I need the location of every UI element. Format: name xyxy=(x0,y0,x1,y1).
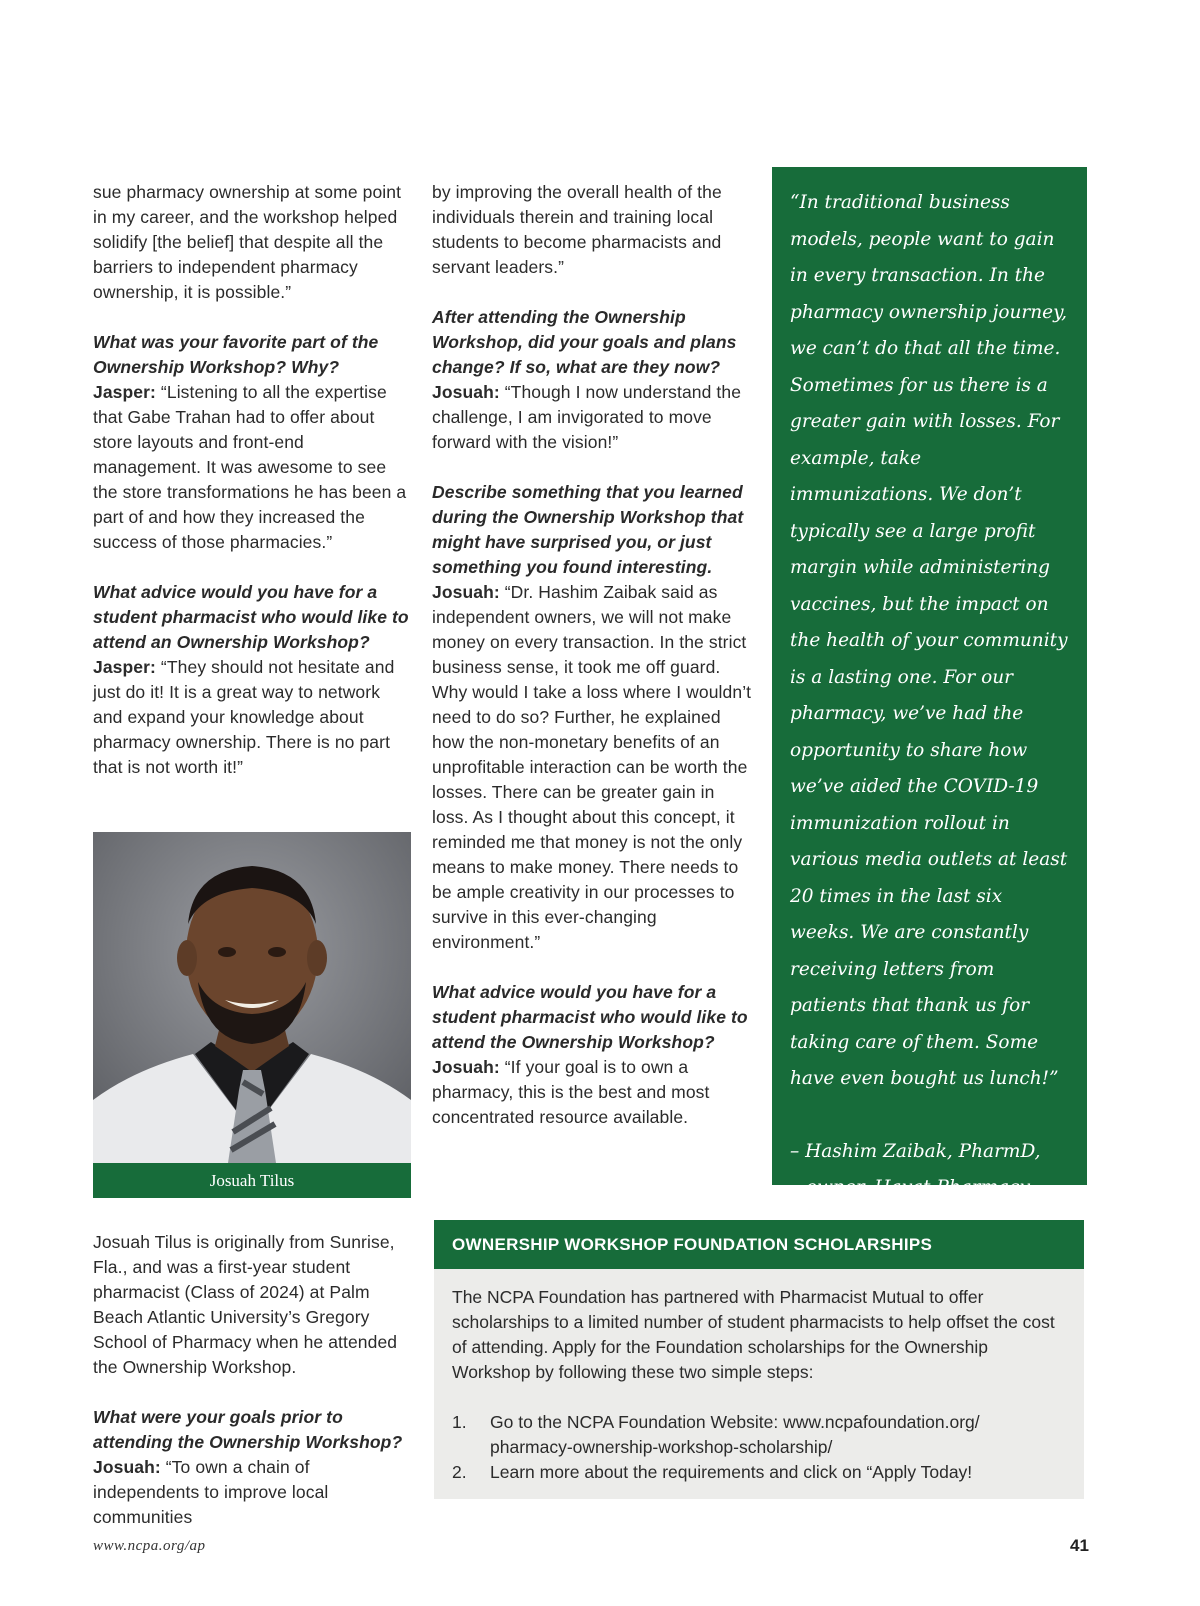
scholarship-intro: The NCPA Foundation has partnered with Pharmacist Mutual to offer scholarships to a limited number of student pharmacists to help offset the cost of attending. Apply for the Foundation scholarships for the Ownership Workshop by following these two simple steps: xyxy=(452,1287,1055,1382)
speaker-name: Josuah: xyxy=(432,1057,500,1077)
answer-text: “They should not hesitate and just do it! It is a great way to network and expand your knowledge about pharmacy ownership. There is no part that is not worth it!” xyxy=(93,657,395,777)
interview-question: What advice would you have for a student pharmacist who would like to attend an Ownership Workshop? xyxy=(93,582,409,652)
left-column-bottom xyxy=(93,1230,413,1530)
body-paragraph: by improving the overall health of the individuals therein and training local students to become pharmacists and servant leaders.” xyxy=(432,182,722,277)
left-column-top xyxy=(93,180,413,780)
middle-column xyxy=(432,180,754,1130)
speaker-name: Josuah: xyxy=(432,582,500,602)
footer-url: www.ncpa.org/ap xyxy=(93,1538,206,1554)
speaker-name: Jasper: xyxy=(93,382,156,402)
speaker-name: Jasper: xyxy=(93,657,156,677)
interview-answer xyxy=(93,1455,413,1530)
pull-quote-box xyxy=(772,167,1087,1198)
interview-answer xyxy=(432,380,754,455)
scholarship-body xyxy=(434,1269,1084,1485)
step-number: 1. xyxy=(452,1412,467,1432)
step-text: Go to the NCPA Foundation Website: www.ncpafoundation.org/ pharmacy-ownership-workshop-scholarship/ xyxy=(490,1412,980,1457)
answer-text: “Though I now understand the challenge, I am invigorated to move forward with the vision!” xyxy=(432,382,742,452)
portrait-photo xyxy=(93,832,411,1163)
bio-paragraph: Josuah Tilus is originally from Sunrise, Fla., and was a first-year student pharmacist (Class of 2024) at Palm Beach Atlantic University’s Gregory School of Pharmacy when he attended the Ownership Workshop. xyxy=(93,1232,398,1377)
scholarship-step xyxy=(452,1460,1066,1485)
page-number: 41 xyxy=(1070,1536,1089,1555)
interview-answer xyxy=(432,580,754,955)
interview-question: After attending the Ownership Workshop, did your goals and plans change? If so, what are they now? xyxy=(432,307,737,377)
interview-question: What was your favorite part of the Ownership Workshop? Why? xyxy=(93,332,379,377)
body-paragraph: sue pharmacy ownership at some point in my career, and the workshop helped solidify [the belief] that despite all the barriers to independent pharmacy ownership, it is possible.” xyxy=(93,182,402,302)
scholarship-heading: OWNERSHIP WORKSHOP FOUNDATION SCHOLARSHIPS xyxy=(434,1220,1084,1269)
step-number: 2. xyxy=(452,1462,467,1482)
interview-answer xyxy=(93,380,413,555)
attribution-name: – Hashim Zaibak, PharmD, xyxy=(790,1140,1041,1162)
scholarship-sidebar xyxy=(434,1220,1084,1499)
answer-text: “To own a chain of independents to improve local communities xyxy=(93,1457,329,1527)
interview-answer xyxy=(432,1055,754,1130)
speaker-name: Josuah: xyxy=(432,382,500,402)
interview-question: What were your goals prior to attending the Ownership Workshop? xyxy=(93,1407,403,1452)
answer-text: “Dr. Hashim Zaibak said as independent owners, we will not make money on every transaction. In the strict business sense, it took me off guard. Why would I take a loss where I wouldn’t need to do so? Further, he explained how the non-monetary benefits of an unprofitable interaction can be worth the losses. There can be greater gain in loss. As I thought about this concept, it reminded me that money is not the only means to make money. There needs to be ample creativity in our processes to survive in this ever-changing environment.” xyxy=(432,582,752,952)
pull-quote-attribution xyxy=(790,1134,1069,1207)
portrait-figure xyxy=(93,832,411,1198)
interview-question: What advice would you have for a student pharmacist who would like to attend the Ownership Workshop? xyxy=(432,982,748,1052)
pull-quote-text: “In traditional business models, people want to gain in every transaction. In the pharmacy ownership journey, we can’t do that all the time. Sometimes for us there is a greater gain with losses. For example, take immunizations. We don’t typically see a large profit margin while administering vaccines, but the impact on the health of your community is a lasting one. For our pharmacy, we’ve had the opportunity to share how we’ve aided the COVID-19 immunization rollout in various media outlets at least 20 times in the last six weeks. We are constantly receiving letters from patients that thank us for taking care of them. Some have even bought us lunch!” xyxy=(790,192,1068,1089)
scholarship-step xyxy=(452,1410,1066,1460)
scholarship-steps xyxy=(452,1410,1066,1485)
interview-question: Describe something that you learned during the Ownership Workshop that might have surprised you, or just something you found interesting. xyxy=(432,482,744,577)
answer-text: “Listening to all the expertise that Gabe Trahan had to offer about store layouts and front-end management. It was awesome to see the store transformations he has been a part of and how they increased the success of those pharmacies.” xyxy=(93,382,407,552)
portrait-illustration xyxy=(93,832,411,1163)
step-text: Learn more about the requirements and click on “Apply Today! xyxy=(490,1462,973,1482)
photo-caption: Josuah Tilus xyxy=(93,1163,411,1198)
attribution-title: owner, Hayat Pharmacy xyxy=(806,1177,1030,1198)
interview-answer xyxy=(93,655,413,780)
answer-text: “If your goal is to own a pharmacy, this is the best and most concentrated resource available. xyxy=(432,1057,710,1127)
speaker-name: Josuah: xyxy=(93,1457,161,1477)
